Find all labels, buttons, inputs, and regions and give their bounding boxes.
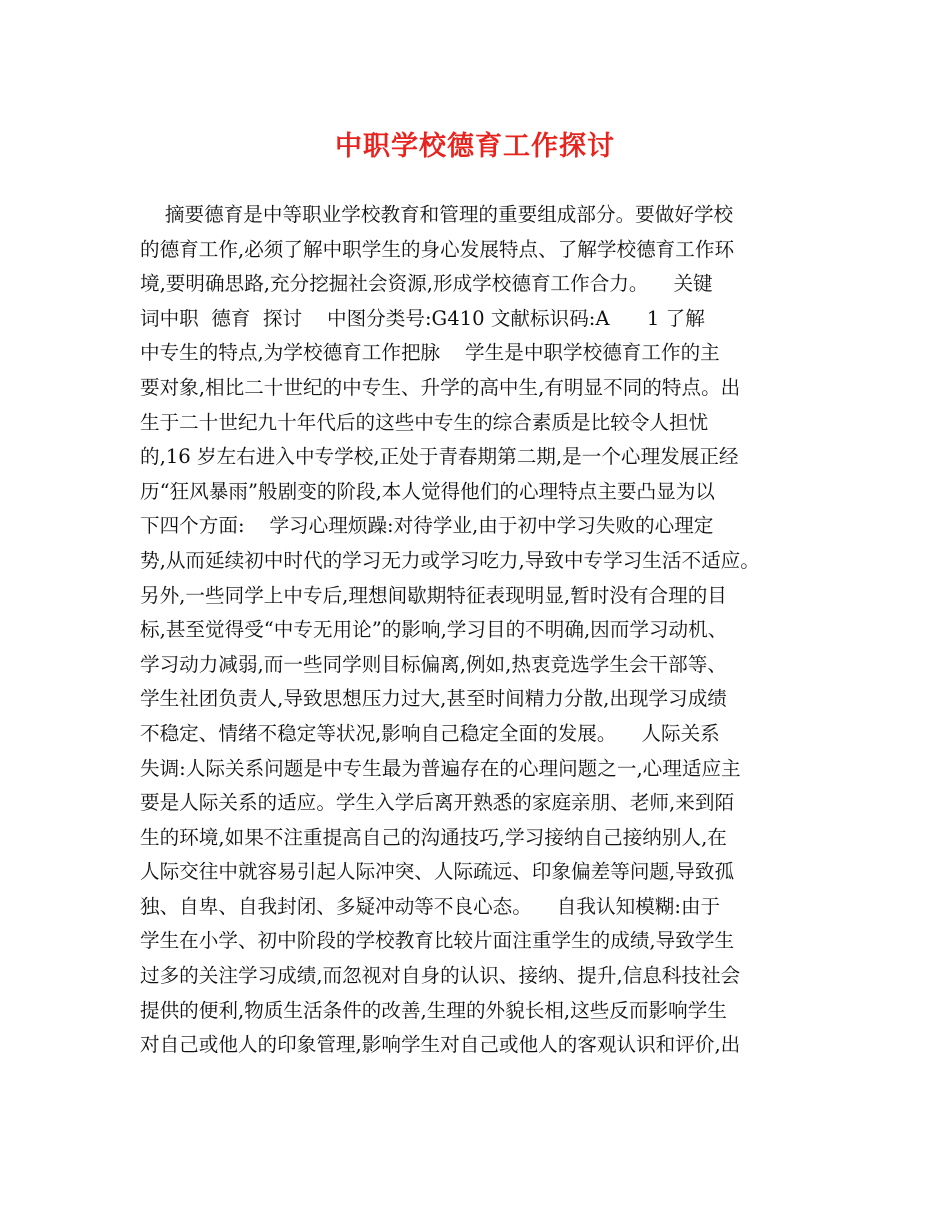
- body-line: 生的环境,如果不注重提高自己的沟通技巧,学习接纳自己接纳别人,在: [140, 825, 727, 849]
- body-line: 学习动力减弱,而一些同学则目标偏离,例如,热衷竞选学生会干部等、: [140, 652, 727, 676]
- body-line: 不稳定、情绪不稳定等状况,影响自己稳定全面的发展。 人际关系: [140, 721, 720, 745]
- body-line: 势,从而延续初中时代的学习无力或学习吃力,导致中专学习生活不适应。: [140, 548, 760, 572]
- body-line: 学生社团负责人,导致思想压力过大,甚至时间精力分散,出现学习成绩: [140, 687, 727, 711]
- body-line: 提供的便利,物质生活条件的改善,生理的外貌长相,这些反而影响学生: [140, 998, 727, 1022]
- body-line: 过多的关注学习成绩,而忽视对自身的认识、接纳、提升,信息科技社会: [140, 964, 741, 988]
- body-line: 词中职 德育 探讨 中图分类号:G410 文献标识码:A 1 了解: [140, 306, 705, 330]
- body-line: 学生在小学、初中阶段的学校教育比较片面注重学生的成绩,导致学生: [140, 929, 735, 953]
- body-line: 对自己或他人的印象管理,影响学生对自己或他人的客观认识和评价,出: [140, 1033, 741, 1057]
- body-line: 人际交往中就容易引起人际冲突、人际疏远、印象偏差等问题,导致孤: [140, 860, 735, 884]
- body-line: 的,16 岁左右进入中专学校,正处于青春期第二期,是一个心理发展正经: [140, 445, 739, 469]
- body-line: 生于二十世纪九十年代后的这些中专生的综合素质是比较令人担忧: [140, 410, 709, 434]
- body-line: 中专生的特点,为学校德育工作把脉 学生是中职学校德育工作的主: [140, 341, 720, 365]
- body-line: 失调:人际关系问题是中专生最为普遍存在的心理问题之一,心理适应主: [140, 756, 741, 780]
- body-line: 要对象,相比二十世纪的中专生、升学的高中生,有明显不同的特点。出: [140, 375, 741, 399]
- body-line: 独、自卑、自我封闭、多疑冲动等不良心态。 自我认知模糊:由于: [140, 894, 721, 918]
- body-line: 标,甚至觉得受“中专无用论”的影响,学习目的不明确,因而学习动机、: [140, 618, 728, 642]
- body-line: 摘要德育是中等职业学校教育和管理的重要组成部分。要做好学校: [140, 203, 734, 226]
- body-line: 境,要明确思路,充分挖掘社会资源,形成学校德育工作合力。 关键: [140, 272, 713, 296]
- document-title: 中职学校德育工作探讨: [335, 131, 615, 162]
- body-line: 历“狂风暴雨”般剧变的阶段,本人觉得他们的心理特点主要凸显为以: [140, 479, 715, 503]
- document-body: [140, 198, 820, 1063]
- body-line: 的德育工作,必须了解中职学生的身心发展特点、了解学校德育工作环: [140, 237, 735, 261]
- body-line: 另外,一些同学上中专后,理想间歇期特征表现明显,暂时没有合理的目: [140, 583, 727, 607]
- body-line: 下四个方面: 学习心理烦躁:对待学业,由于初中学习失败的心理定: [140, 514, 714, 538]
- body-line: 要是人际关系的适应。学生入学后离开熟悉的家庭亲朋、老师,来到陌: [140, 791, 735, 815]
